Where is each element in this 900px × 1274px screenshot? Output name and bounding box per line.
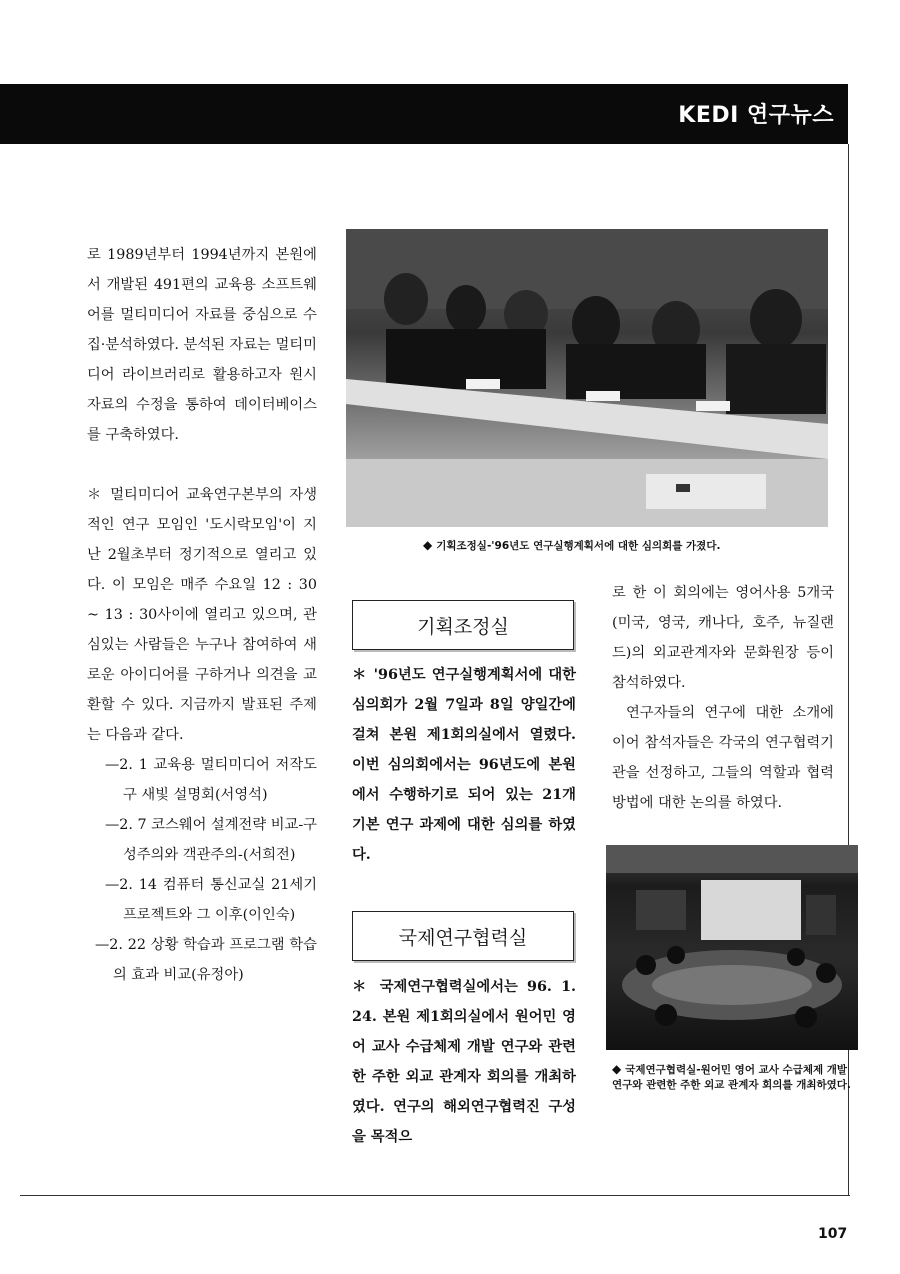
list-item: —2. 14 컴퓨터 통신교실 21세기 프로젝트와 그 이후(이인숙) [105,877,317,923]
list-item: —2. 22 상황 학습과 프로그램 학습의 효과 비교(유정아) [95,937,317,983]
meeting-photo [606,845,858,1050]
photo-caption [612,1062,852,1093]
meeting-photo [346,229,828,527]
photo-caption [423,538,843,554]
list-item: —2. 7 코스웨어 설계전략 비교-구성주의와 객관주의-(서희전) [105,817,317,863]
paragraph: 연구자들의 연구에 대한 소개에 이어 참석자들은 각국의 연구협력기관을 선정하고, 그들의 역할과 협력방법에 대한 논의를 하였다. [612,705,834,811]
paragraph: 로 1989년부터 1994년까지 본원에서 개발된 491편의 교육용 소프트웨어를 멀티미디어 자료를 중심으로 수집·분석하였다. 분석된 자료는 멀티미디어 라이브러리로 활용하고자 원시자료의 수정을 통하여 데이터베이스를 구축하였다. [87,247,317,443]
diamond-bullet-icon: ◆ [612,1062,622,1076]
section-title: 기획조정실 [417,615,509,638]
bottom-rule [20,1195,850,1196]
paragraph: 로 한 이 회의에는 영어사용 5개국(미국, 영국, 캐나다, 호주, 뉴질랜드)의 외교관계자와 문화원장 등이 참석하였다. [612,585,834,691]
left-column [87,240,317,990]
section-heading-box [352,600,574,650]
caption-text: 기획조정실-'96년도 연구실행계획서에 대한 심의회를 가졌다. [436,540,721,552]
right-column [612,578,834,818]
section-heading-box [352,911,574,961]
diamond-bullet-icon: ◆ [423,538,433,552]
photo-illustration [606,845,858,1050]
paragraph: ＊ 멀티미디어 교육연구본부의 자생적인 연구 모임인 '도시락모임'이 지난 2월초부터 정기적으로 열리고 있다. 이 모임은 매주 수요일 12 : 30 ~ 13 : 30사이에 열리고 있으며, 관심있는 사람들은 누구나 참여하여 새로운 아이디어를 구하거나 의견을 교환할 수 있다. 지금까지 발표된 주제는 다음과 같다. [87,487,317,743]
caption-text: 국제연구협력실-원어민 영어 교사 수급체제 개발연구와 관련한 주한 외교 관계자 회의를 개최하였다. [612,1064,851,1091]
section-paragraph: ＊ '96년도 연구실행계획서에 대한 심의회가 2월 7일과 8일 양일간에 걸쳐 본원 제1회의실에서 열렸다. 이번 심의회에서는 96년도에 본원에서 수행하기로 되어 있는 21개 기본 연구 과제에 대한 심의를 하였다. [352,667,576,863]
page-number: 107 [818,1226,848,1242]
list-item: —2. 1 교육용 멀티미디어 저작도구 새빛 설명회(서영석) [105,757,317,803]
photo-illustration [346,229,828,527]
section-paragraph: ＊ 국제연구협력실에서는 96. 1. 24. 본원 제1회의실에서 원어민 영어 교사 수급체제 개발 연구와 관련한 주한 외교 관계자 회의를 개최하였다. 연구의 해외연구협력진 구성을 목적으 [352,979,576,1145]
header-bar [0,84,848,144]
section-title: 국제연구협력실 [398,926,528,949]
header-title: KEDI 연구뉴스 [678,103,834,128]
